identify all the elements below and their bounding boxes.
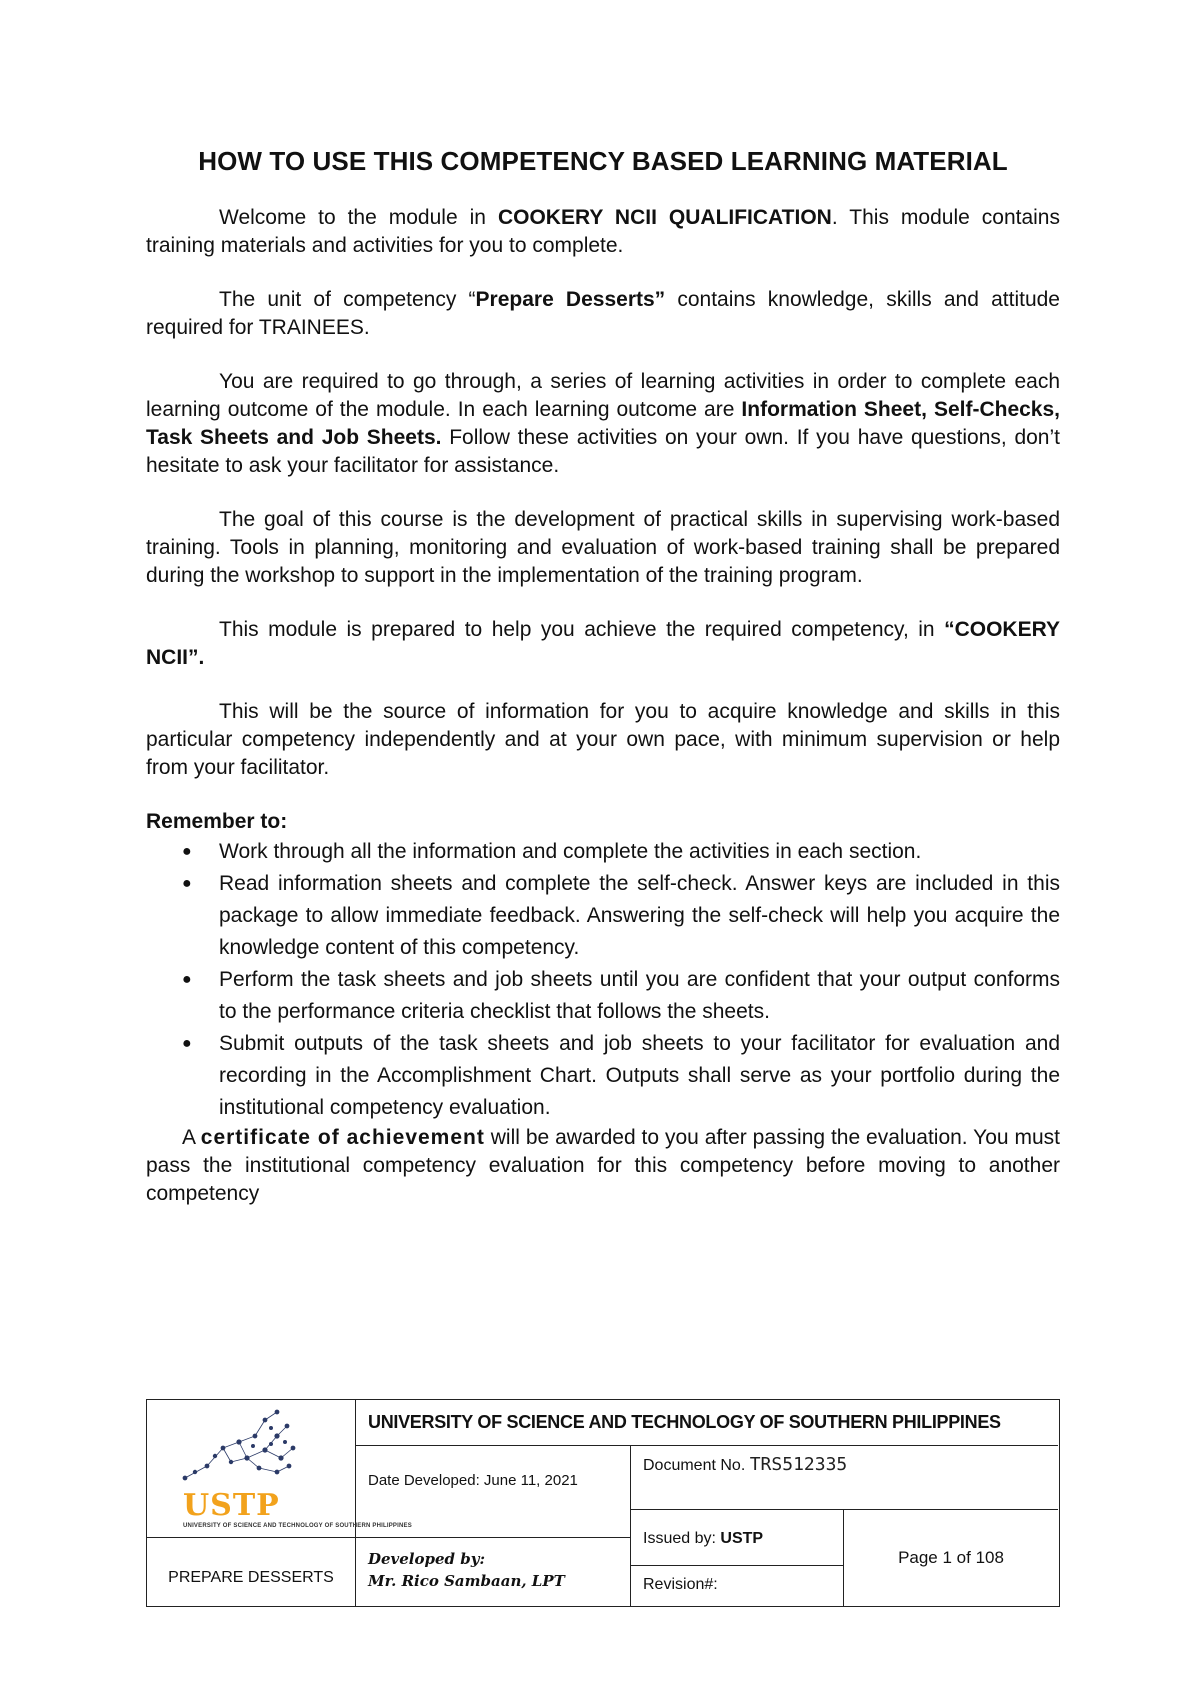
date-developed: Date Developed: June 11, 2021 (356, 1446, 631, 1538)
document-body (146, 204, 1060, 1234)
list-item: ● Perform the task sheets and job sheets until you are confident that your output conforms to the performance criteria checklist that follows the sheets. (146, 964, 1060, 1028)
remember-heading: Remember to: (146, 810, 288, 833)
remember-list (146, 836, 1060, 1124)
bullet-icon: ● (182, 1035, 192, 1052)
paragraph-unit: The unit of competency “Prepare Desserts” contains knowledge, skills and attitude required for TRAINEES. (146, 288, 1060, 339)
paragraph-welcome: Welcome to the module in COOKERY NCII QUALIFICATION. This module contains training materials and activities for you to complete. (146, 206, 1060, 257)
document-footer-table (146, 1399, 1060, 1607)
document-number-value: TRS512335 (749, 1454, 848, 1475)
issued-by-label: Issued by: (643, 1530, 716, 1547)
logo-cell (147, 1400, 412, 1538)
issued-by (631, 1510, 844, 1566)
ustp-logo-wordmark: USTP (183, 1488, 280, 1523)
university-name: UNIVERSITY OF SCIENCE AND TECHNOLOGY OF SOUTHERN PHILIPPINES (356, 1400, 1058, 1446)
list-item: ● Work through all the information and complete the activities in each section. (146, 836, 1060, 868)
paragraph-activities: You are required to go through, a series of learning activities in order to complete each learning outcome of the module. In each learning outcome are Information Sheet, Self-Checks, Task Sheets and Job Sheets. Follow these activities on your own. If you have questions, don’t hesitate to ask your facilitator for assistance. (146, 370, 1060, 477)
unit-title: PREPARE DESSERTS (147, 1538, 356, 1606)
page-title: HOW TO USE THIS COMPETENCY BASED LEARNING MATERIAL (198, 146, 1008, 176)
paragraph-certificate: A certificate of achievement will be awarded to you after passing the evaluation. You must pass the institutional competency evaluation for this competency before moving to another competency (146, 1126, 1061, 1205)
document-number (631, 1446, 1058, 1510)
bullet-icon: ● (182, 971, 192, 988)
revision-number: Revision#: (631, 1566, 844, 1606)
page-number: Page 1 of 108 (898, 1548, 1004, 1567)
developed-by (356, 1538, 631, 1606)
ustp-network-logo-icon (177, 1406, 307, 1496)
ustp-logo-subtext: UNIVERSITY OF SCIENCE AND TECHNOLOGY OF SOUTHERN PHILIPPINES (183, 1523, 412, 1529)
paragraph-source: This will be the source of information for you to acquire knowledge and skills in this particular competency independently and at your own pace, with minimum supervision or help from your facilitator. (146, 700, 1060, 779)
list-item: ● Read information sheets and complete the self-check. Answer keys are included in this package to allow immediate feedback. Answering the self-check will help you acquire the knowledge content of this competency. (146, 868, 1060, 964)
developed-by-label: Developed by: (368, 1550, 485, 1568)
issued-by-value: USTP (720, 1530, 764, 1547)
document-number-label: Document No. (643, 1457, 746, 1474)
paragraph-goal: The goal of this course is the development of practical skills in supervising work-based training. Tools in planning, monitoring and evaluation of work-based training shall be prepared during the workshop to support in the implementation of the training program. (146, 508, 1060, 587)
list-item: ● Submit outputs of the task sheets and job sheets to your facilitator for evaluation and recording in the Accomplishment Chart. Outputs shall serve as your portfolio during the institutional competency evaluation. (146, 1028, 1060, 1124)
bullet-icon: ● (182, 875, 192, 892)
paragraph-purpose: This module is prepared to help you achieve the required competency, in “COOKERY NCII”. (146, 618, 1060, 669)
developer-name: Mr. Rico Sambaan, LPT (368, 1572, 565, 1590)
bullet-icon: ● (182, 843, 192, 860)
